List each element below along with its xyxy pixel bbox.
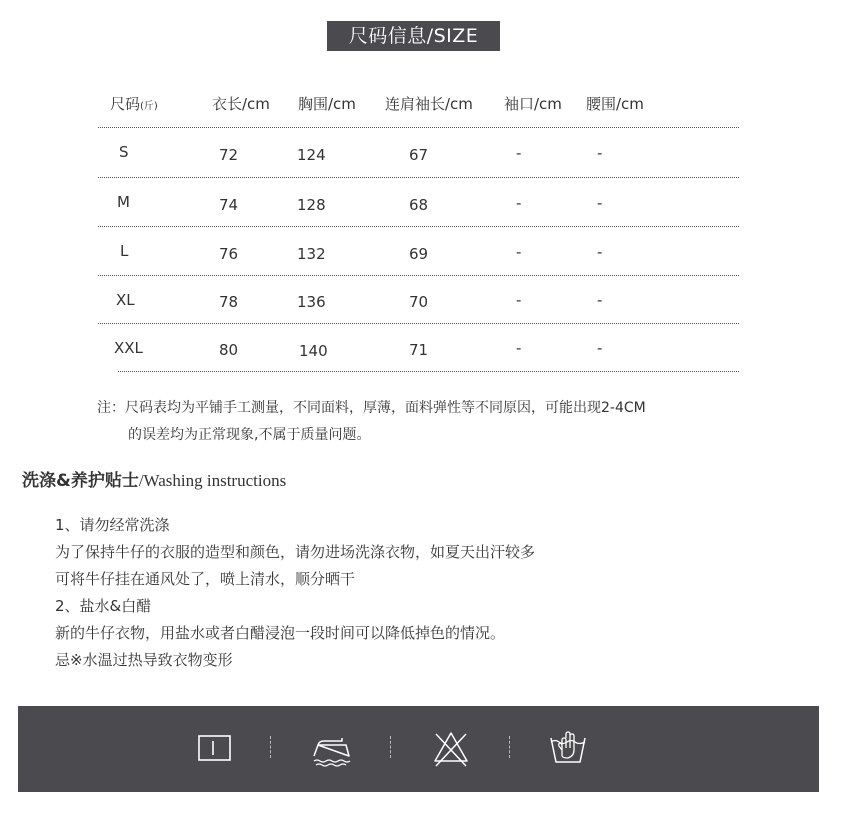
cell-chest: 132 bbox=[297, 245, 326, 263]
note-line-2: 的误差均为正常现象,不属于质量问题。 bbox=[128, 427, 371, 443]
page-title: 尺码信息/SIZE bbox=[327, 21, 500, 51]
size-table bbox=[98, 85, 739, 360]
do-not-bleach-icon bbox=[431, 728, 471, 768]
instruction-line: 可将牛仔挂在通风处了，喷上清水，顺分晒干 bbox=[55, 570, 356, 588]
cell-chest: 124 bbox=[297, 146, 326, 164]
care-icon-bar bbox=[18, 706, 819, 792]
washing-instructions bbox=[55, 512, 535, 674]
header-sleeve: 连肩袖长/cm bbox=[385, 95, 473, 113]
cell-length: 74 bbox=[219, 196, 239, 214]
cell-chest: 136 bbox=[297, 293, 326, 311]
cell-sleeve: 68 bbox=[409, 196, 429, 214]
cell-cuff: - bbox=[516, 243, 522, 261]
table-header bbox=[98, 85, 739, 121]
cell-cuff: - bbox=[516, 194, 522, 212]
cell-waist: - bbox=[597, 194, 603, 212]
washing-heading-cn: 洗涤&养护贴士 bbox=[22, 471, 139, 491]
header-size-unit: (斤) bbox=[140, 101, 158, 112]
cell-chest: 140 bbox=[299, 342, 328, 360]
instruction-line: 1、请勿经常洗涤 bbox=[55, 516, 170, 534]
icon-separator bbox=[509, 736, 510, 758]
header-chest: 胸围/cm bbox=[298, 95, 356, 113]
cell-sleeve: 71 bbox=[409, 341, 429, 359]
table-row bbox=[98, 324, 739, 372]
header-cuff: 袖口/cm bbox=[504, 95, 562, 113]
cell-size: M bbox=[117, 193, 130, 211]
header-waist: 腰围/cm bbox=[586, 95, 644, 113]
table-row bbox=[98, 178, 739, 226]
iron-icon bbox=[312, 728, 352, 768]
washing-heading bbox=[22, 466, 286, 491]
cell-size: XXL bbox=[114, 339, 143, 357]
cell-waist: - bbox=[597, 339, 603, 357]
instruction-line: 为了保持牛仔的衣服的造型和颜色，请勿进场洗涤衣物，如夏天出汗较多 bbox=[55, 543, 536, 561]
cell-waist: - bbox=[597, 243, 603, 261]
instruction-line: 忌※水温过热导致衣物变形 bbox=[55, 651, 233, 669]
cell-cuff: - bbox=[516, 291, 522, 309]
cell-length: 78 bbox=[219, 293, 239, 311]
cell-length: 72 bbox=[219, 146, 239, 164]
cell-cuff: - bbox=[516, 144, 522, 162]
instruction-line: 2、盐水&白醋 bbox=[55, 597, 152, 615]
cell-length: 80 bbox=[219, 341, 239, 359]
table-row bbox=[98, 227, 739, 275]
cell-chest: 128 bbox=[297, 196, 326, 214]
table-row bbox=[98, 276, 739, 324]
washing-heading-en: /Washing instructions bbox=[138, 471, 287, 490]
icon-separator bbox=[390, 736, 391, 758]
instruction-line: 新的牛仔衣物，用盐水或者白醋浸泡一段时间可以降低掉色的情况。 bbox=[55, 624, 506, 642]
icon-separator bbox=[270, 736, 271, 758]
cell-size: XL bbox=[116, 291, 135, 309]
cell-waist: - bbox=[597, 144, 603, 162]
hand-wash-icon bbox=[548, 728, 588, 768]
cell-size: L bbox=[120, 242, 129, 260]
cell-length: 76 bbox=[219, 245, 239, 263]
cell-size: S bbox=[119, 143, 129, 161]
cell-waist: - bbox=[597, 291, 603, 309]
hang-dry-icon bbox=[195, 728, 235, 768]
note-line-1: 注：尺码表均为平铺手工测量，不同面料，厚薄，面料弹性等不同原因，可能出现2-4CM bbox=[97, 400, 646, 416]
header-length: 衣长/cm bbox=[212, 95, 270, 113]
table-row bbox=[98, 128, 739, 176]
header-size: 尺码(斤) bbox=[110, 95, 158, 113]
size-note bbox=[97, 395, 646, 449]
cell-sleeve: 67 bbox=[409, 146, 429, 164]
cell-sleeve: 70 bbox=[409, 293, 429, 311]
cell-cuff: - bbox=[516, 339, 522, 357]
cell-sleeve: 69 bbox=[409, 245, 429, 263]
row-divider bbox=[118, 371, 739, 372]
